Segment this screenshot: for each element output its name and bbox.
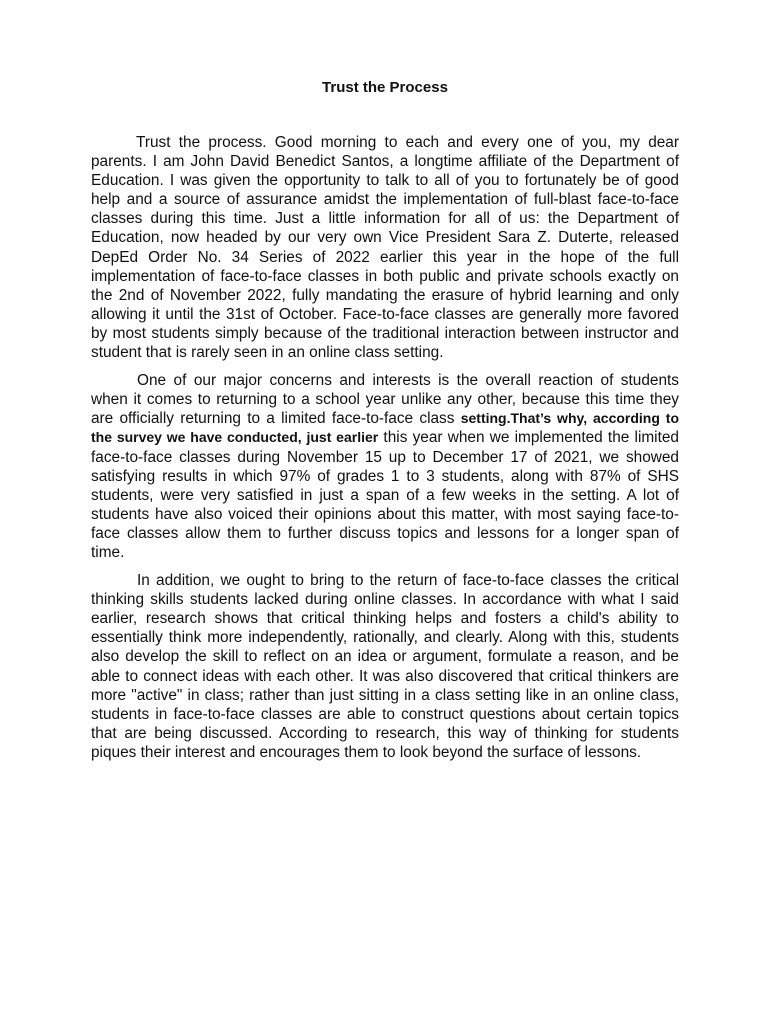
document-title: Trust the Process xyxy=(322,79,448,96)
paragraph-3: In addition, we ought to bring to the return of face-to-face classes the critical thinking skills students lacked during online classes. In accordance with what I said earlier, research shows that critical thinking helps and fosters a child's ability to essentially think more independently, rationally, and clearly. Along with this, students also develop the skill to reflect on an idea or argument, formulate a reason, and be able to connect ideas with each other. It was also discovered that critical thinkers are more "active" in class; rather than just sitting in a class setting like in an online class, students in face-to-face classes are able to construct questions about certain topics that are being discussed. According to research, this way of thinking for students piques their interest and encourages them to look beyond the surface of lessons. xyxy=(91,572,679,761)
paragraph-2-text-before: One of our major concerns and interests is the overall reaction of students when it comes to returning to a school year unlike any other, because this time they are officially returning to a limited face-to-face class xyxy=(91,372,679,428)
document-body xyxy=(91,133,679,762)
document-page xyxy=(91,0,679,1024)
paragraph-2 xyxy=(91,371,679,562)
paragraph-2-text-after: this year when we implemented the limited face-to-face classes during November 15 up to December 17 of 2021, we showed satisfying results in which 97% of grades 1 to 3 students, along with 87% of SHS students, were very satisfied in just a span of a few weeks in the setting. A lot of students have also voiced their opinions about this matter, with most saying face-to-face classes allow them to further discuss topics and lessons for a longer span of time. xyxy=(91,429,679,561)
paragraph-1: Trust the process. Good morning to each and every one of you, my dear parents. I am John David Benedict Santos, a longtime affiliate of the Department of Education. I was given the opportunity to talk to all of you to fortunately be of good help and a source of assurance amidst the implementation of full-blast face-to-face classes during this time. Just a little information for all of us: the Department of Education, now headed by our very own Vice President Sara Z. Duterte, released DepEd Order No. 34 Series of 2022 earlier this year in the hope of the full implementation of face-to-face classes in both public and private schools exactly on the 2nd of November 2022, fully mandating the erasure of hybrid learning and only allowing it until the 31st of October. Face-to-face classes are generally more favored by most students simply because of the traditional interaction between instructor and student that is rarely seen in an online class setting. xyxy=(91,134,679,362)
paragraph-2-bold-text: setting.That’s why, according to the survey we have conducted, just earlier xyxy=(91,410,679,446)
